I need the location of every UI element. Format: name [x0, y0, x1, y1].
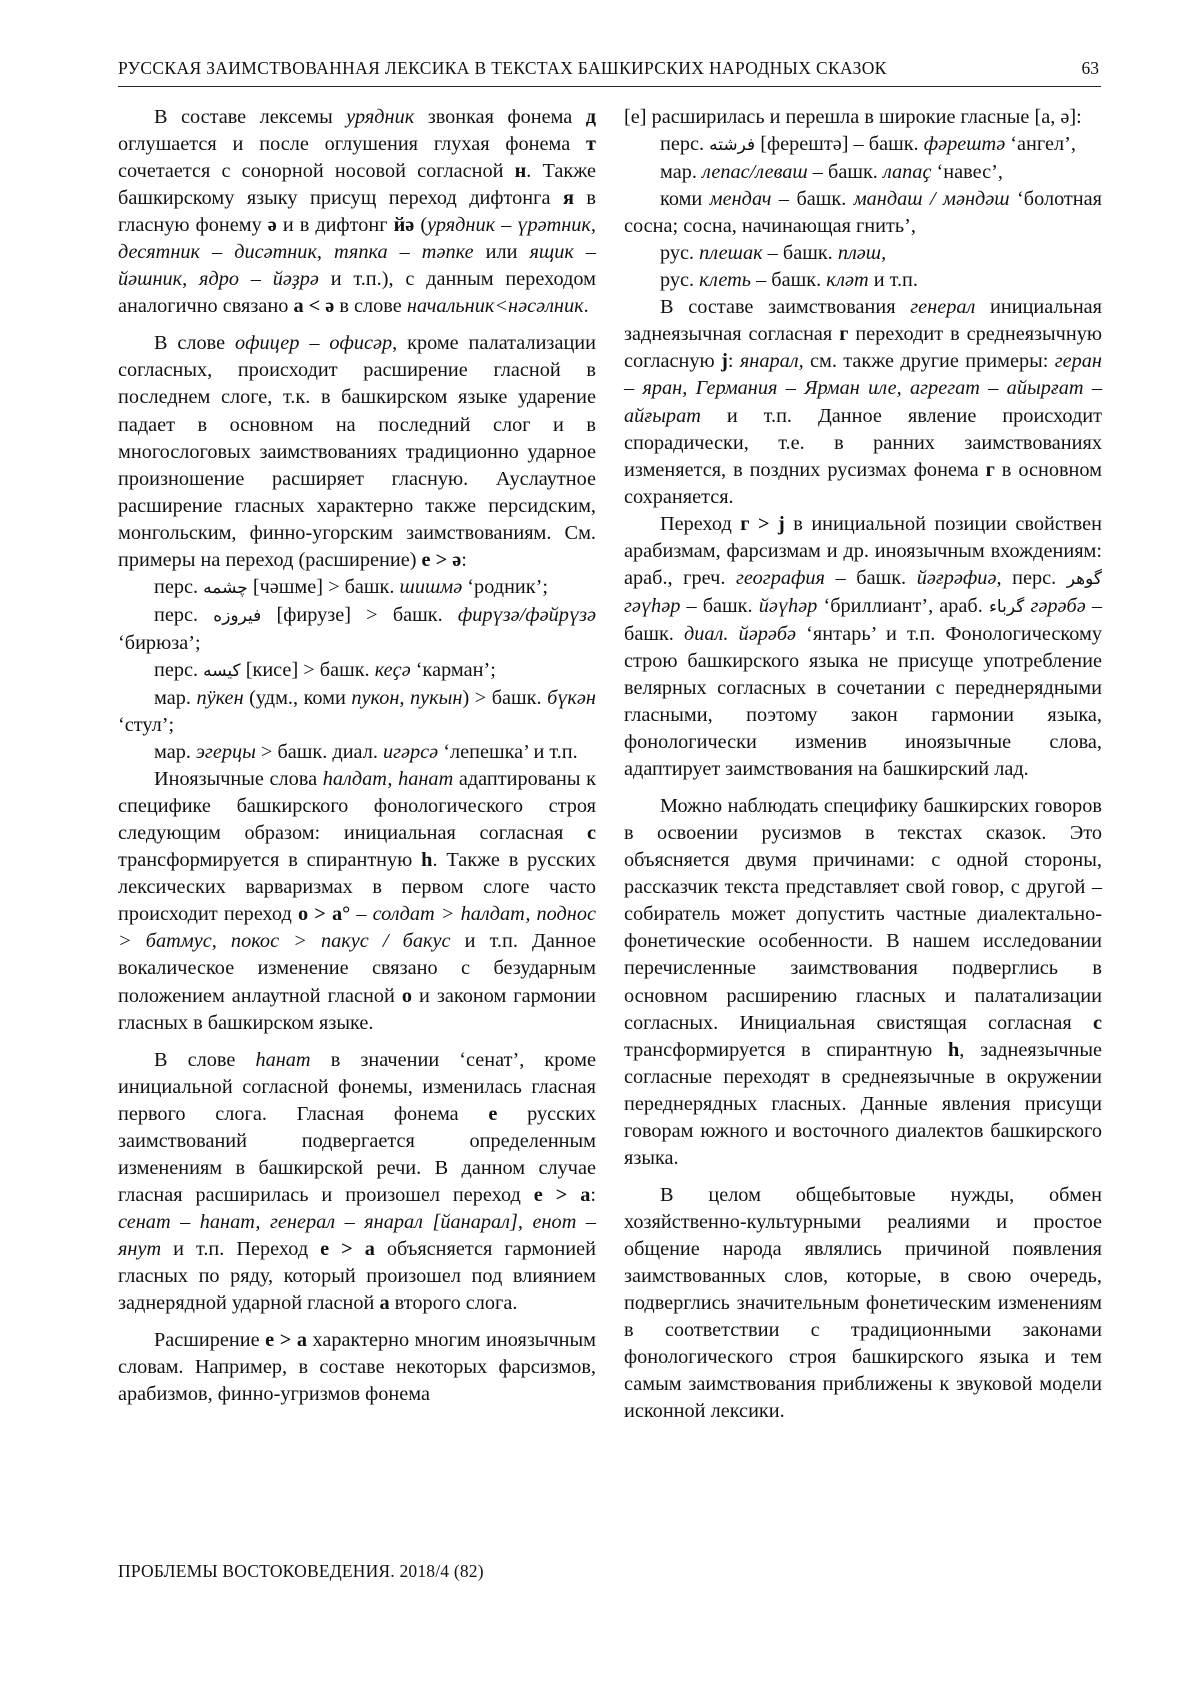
text-run: и т.п.), с данным переходом аналогично связано: [118, 268, 596, 318]
text-run: [чәшме] > башк.: [247, 575, 400, 598]
text-run: ‘родник’;: [462, 575, 549, 598]
text-run: мар.: [154, 686, 197, 709]
italic-term: игәрсә: [382, 741, 439, 764]
paragraph-dialects: [624, 793, 1102, 1172]
bold-phoneme: а: [379, 1292, 390, 1315]
text-run: Иноязычные слова: [154, 768, 323, 791]
text-run: :: [590, 1183, 596, 1206]
italic-term: ящик – йәшник, ядро – йәҙрә: [118, 241, 597, 291]
text-run: .: [583, 295, 589, 318]
text-run: – башк.: [751, 269, 827, 292]
paragraph-expansion: [118, 1327, 596, 1408]
italic-term: урядник – үрәтник, десятник – дисәтник, тяпка – тәпке: [118, 214, 596, 264]
arabic-script-word: گوهر: [1066, 568, 1102, 589]
text-run: трансформируется в спирантную: [624, 1038, 949, 1061]
italic-term: йәүһәр: [758, 594, 818, 617]
italic-term: офицер – офисәр: [234, 332, 393, 355]
italic-term: йәғрәфиә: [916, 566, 997, 589]
bold-phoneme: с: [586, 822, 596, 845]
italic-term: пӱкен: [196, 686, 244, 709]
italic-term: начальник<нәсәлник: [406, 295, 584, 318]
bold-phoneme: ә: [267, 214, 277, 237]
text-run: :: [461, 548, 467, 571]
text-run: мар.: [154, 741, 196, 764]
text-run: и в дифтонг: [276, 214, 394, 237]
paragraph-g-to-j: [624, 511, 1102, 783]
text-run: перс.: [660, 133, 710, 156]
text-run: и т.п. Данное вокалическое изменение связано с безударным положением анлаутной гласной: [118, 930, 596, 1007]
bold-phoneme: е > а: [265, 1329, 307, 1352]
paragraph-general: [624, 294, 1102, 510]
text-run: рус.: [660, 269, 700, 292]
paragraph-conclusion: [624, 1182, 1102, 1425]
text-run: – башк.: [771, 188, 854, 211]
bold-phoneme: г: [839, 323, 849, 346]
example-mendach: [624, 186, 1102, 240]
italic-term: һанат: [255, 1048, 311, 1071]
text-run: ‘ангел’,: [1005, 133, 1076, 156]
text-run: адаптированы к специфике башкирского фонологического строя следующим образом: инициальная согласная: [118, 768, 596, 845]
text-run: [ферештә] – башк.: [755, 133, 924, 156]
page-number: 63: [1081, 58, 1099, 78]
text-run: перс.: [154, 603, 214, 626]
paragraph-uryadnik: [118, 104, 596, 320]
example-kise: [118, 657, 596, 685]
italic-term: эгерцы: [195, 741, 256, 764]
text-run: . Также в русских лексических варваризмах в первом слоге часто происходит переход: [118, 849, 596, 926]
text-run: В составе лексемы: [154, 106, 347, 128]
bold-phoneme: j: [721, 350, 728, 373]
text-run: – башк.: [624, 594, 1103, 645]
example-firuze: [118, 602, 596, 657]
arabic-script-word: گرباء: [988, 596, 1025, 617]
text-run: ‘карман’;: [410, 658, 496, 681]
example-lepas: [624, 159, 1102, 186]
bold-phoneme: с: [1092, 1011, 1102, 1034]
example-klet: [624, 267, 1102, 294]
text-run: ‘болотная сосна; сосна, начинающая гнить’,: [624, 188, 1102, 238]
text-run: [фирузе] > башк.: [261, 603, 458, 626]
text-run: в гласную фонему: [118, 187, 596, 237]
left-column: [118, 104, 596, 1408]
paragraph-hanat: [118, 1047, 596, 1317]
text-run: Расширение: [154, 1329, 266, 1352]
bold-phoneme: а < ә: [293, 295, 335, 318]
italic-term: фирүзә/фәйрүзә: [457, 603, 596, 626]
italic-term: бүкән: [547, 686, 596, 709]
italic-term: лепас/леваш: [701, 161, 808, 184]
text-run: ‘бирюза’;: [118, 631, 201, 654]
text-run: – башк.: [762, 242, 838, 265]
right-column: [624, 104, 1102, 1425]
text-run: в слове: [334, 295, 407, 318]
text-run: –: [350, 903, 373, 926]
italic-term: гәүһәр: [624, 594, 681, 617]
text-run: второго слога.: [389, 1292, 518, 1315]
italic-term: пләш,: [837, 242, 887, 265]
bold-phoneme: г: [985, 458, 995, 481]
italic-term: һалдат, һанат: [322, 768, 454, 791]
paragraph-haldat: [118, 766, 596, 1036]
text-run: в инициальной позиции свойствен арабизмам, фарсизмам и др. иноязычным вхождениям: араб., греч.: [624, 512, 1102, 589]
text-run: . Также башкирскому языку присущ переход дифтонга: [118, 160, 596, 210]
text-run: – башк.: [807, 161, 883, 184]
bold-phoneme: я: [562, 187, 574, 210]
text-run: перс.: [154, 575, 204, 598]
text-run: инициальная заднеязычная согласная: [624, 296, 1103, 346]
example-pleshak: [624, 240, 1102, 267]
italic-term: кеҫә: [374, 658, 411, 681]
bold-phoneme: е > а: [533, 1183, 591, 1206]
bold-phoneme: е > а: [320, 1237, 375, 1260]
example-egertsy: [118, 739, 596, 766]
text-run: В слове: [154, 332, 235, 355]
text-run: звонкая фонема: [414, 106, 586, 128]
italic-term: урядник: [346, 106, 415, 128]
italic-term: мандаш / мәндәш: [853, 188, 1010, 211]
italic-term: пукон, пукын: [351, 686, 463, 709]
italic-term: сенат – һанат, генерал – янарал [йанарал], енот – янут: [118, 1210, 596, 1260]
example-puken: [118, 685, 596, 739]
italic-term: мендач: [709, 188, 772, 211]
text-run: и т.п. Данное явление происходит спорадически, т.е. в ранних заимствованиях изменяется, в поздних русизмах фонема: [624, 404, 1102, 481]
bold-phoneme: н: [514, 160, 527, 183]
arabic-script-word: فرشته: [709, 135, 756, 156]
arabic-script-word: چشمه: [203, 577, 248, 598]
bold-phoneme: йә: [393, 214, 415, 237]
italic-term: кләт: [826, 269, 869, 292]
text-run: [е] расширилась и перешла в широкие гласные [а, ә]:: [624, 106, 1082, 128]
italic-term: фәрештә: [923, 133, 1006, 156]
text-run: ‘бриллиант’, араб.: [817, 594, 989, 617]
text-run: русских заимствований подвергается определенным изменениям в башкирской речи. В данном случае гласная расширилась и произошел переход: [118, 1102, 597, 1206]
bold-phoneme: т: [586, 133, 596, 156]
text-run: ‘стул’;: [118, 714, 175, 737]
paragraph-continuation: [624, 104, 1102, 131]
italic-term: диал. йәрәбә: [683, 622, 797, 645]
journal-footer: ПРОБЛЕМЫ ВОСТОКОВЕДЕНИЯ. 2018/4 (82): [118, 1561, 484, 1581]
text-run: трансформируется в спирантную: [118, 849, 422, 872]
paragraph-ofitser: [118, 330, 596, 573]
text-run: ‘навес’,: [931, 161, 1003, 184]
text-run: , кроме палатализации согласных, происходит расширение гласной в последнем слоге, т.к. в башкирском языке ударение падает в основном на последний слог и в многослоговых заимствованиях традиционно ударное произношение расширяет гласную. Ауслаутное расширение гласных характерно также персидским, монгольским, финно-угорским заимствованиям. См. примеры на переход (расширение): [118, 332, 597, 571]
text-run: коми: [660, 188, 710, 211]
text-run: оглушается и после оглушения глухая фонема: [118, 133, 587, 156]
bold-phoneme: о > а°: [297, 903, 351, 926]
text-run: > башк. диал.: [255, 741, 383, 764]
italic-term: плешак: [699, 242, 763, 265]
text-run: в основном сохраняется.: [624, 458, 1102, 508]
text-run: и т.п.: [868, 269, 918, 292]
text-run: , заднеязычные согласные переходят в среднеязычные в окружении переднерядных гласных. Данные явления присущи говорам южного и восточного диалектов башкирского языка.: [624, 1038, 1102, 1169]
text-run: переходит в среднеязычную согласную: [624, 323, 1103, 373]
text-run: Можно наблюдать специфику башкирских говоров в освоении русизмов в текстах сказок. Это объясняется двумя причинами: с одной стороны, рассказчик текста представляет свой говор, с другой – собиратель может допустить частные диалектально-фонетические особенности. В нашем исследовании перечисленные заимствования подверглись в основном расширению гласных и палатализации согласных. Инициальная свистящая согласная: [624, 795, 1102, 1034]
italic-term: геран – яран, Германия – Ярман иле, агрегат – айырғат – айғырат: [624, 350, 1102, 427]
bold-phoneme: һ: [948, 1038, 960, 1061]
italic-term: солдат > һалдат, поднос > батмус, покос > пакус / бакус: [118, 903, 597, 953]
text-run: В слове: [154, 1048, 256, 1071]
text-run: перс.: [154, 658, 204, 681]
bold-phoneme: д: [585, 106, 596, 128]
arabic-script-word: كيسه: [203, 660, 241, 681]
text-run: ) > башк.: [462, 686, 548, 709]
text-run: – башк.: [680, 594, 759, 617]
arabic-script-word: فيروزه: [213, 605, 262, 626]
text-run: (: [414, 214, 428, 237]
text-run: и законом гармонии гласных в башкирском языке.: [118, 984, 596, 1034]
text-run: и т.п. Переход: [161, 1237, 321, 1260]
italic-term: янарал,: [739, 350, 804, 373]
text-run: сочетается с сонорной носовой согласной: [118, 160, 515, 183]
text-run: В целом общебытовые нужды, обмен хозяйственно-культурными реалиями и простое общение народа являлись причиной появления заимствованных слов, которые, в свою очередь, подверглись значительным фонетическим изменениям в соответствии с традиционными законами фонологического строя башкирского языка и тем самым заимствования приближены к звуковой модели исконной лексики.: [624, 1183, 1102, 1423]
bold-phoneme: һ: [421, 849, 433, 872]
running-header: [118, 56, 1101, 87]
text-run: ‘лепешка’ и т.п.: [438, 741, 578, 764]
italic-term: генерал: [910, 296, 976, 319]
text-run: [кисе] > башк.: [240, 658, 375, 681]
text-run: (удм., коми: [243, 686, 352, 709]
text-run: в значении ‘сенат’, кроме инициальной согласной фонемы, изменилась гласная первого слога. Гласная фонема: [118, 1048, 596, 1125]
example-fereshte: [624, 131, 1102, 159]
text-run: , перс.: [996, 566, 1067, 589]
bold-phoneme: о: [401, 984, 412, 1007]
bold-phoneme: г > j: [740, 512, 785, 535]
text-run: :: [727, 350, 740, 373]
text-run: характерно многим иноязычным словам. Например, в составе некоторых фарсизмов, арабизмов, финно-угризмов фонема: [118, 1329, 596, 1406]
text-run: ‘янтарь’ и т.п. Фонологическому строю башкирского языка не присуще употребление велярных согласных в сочетании с переднерядными гласными, поэтому закон гармонии языка, фонологически изменив иноязычные слова, адаптирует заимствования на башкирский лад.: [624, 622, 1102, 781]
text-run: В составе заимствования: [660, 296, 911, 319]
italic-term: клеть: [699, 269, 752, 292]
text-run: – башк.: [824, 566, 917, 589]
text-run: см. также другие примеры:: [803, 350, 1055, 373]
text-run: мар.: [660, 161, 702, 184]
italic-term: география: [736, 566, 825, 589]
italic-term: гәрәбә: [1030, 594, 1086, 617]
italic-term: шишмә: [399, 575, 463, 598]
text-run: объясняется гармонией гласных по ряду, который произошел под влиянием заднерядной ударной гласной: [118, 1237, 597, 1315]
bold-phoneme: е: [488, 1102, 498, 1125]
text-run: рус.: [660, 242, 700, 265]
text-run: или: [473, 241, 530, 264]
example-chashme: [118, 574, 596, 602]
running-title: РУССКАЯ ЗАИМСТВОВАННАЯ ЛЕКСИКА В ТЕКСТАХ БАШКИРСКИХ НАРОДНЫХ СКАЗОК: [118, 58, 887, 78]
bold-phoneme: е > ә: [421, 548, 462, 571]
italic-term: лапаҫ: [882, 161, 932, 184]
text-run: Переход: [660, 512, 741, 535]
